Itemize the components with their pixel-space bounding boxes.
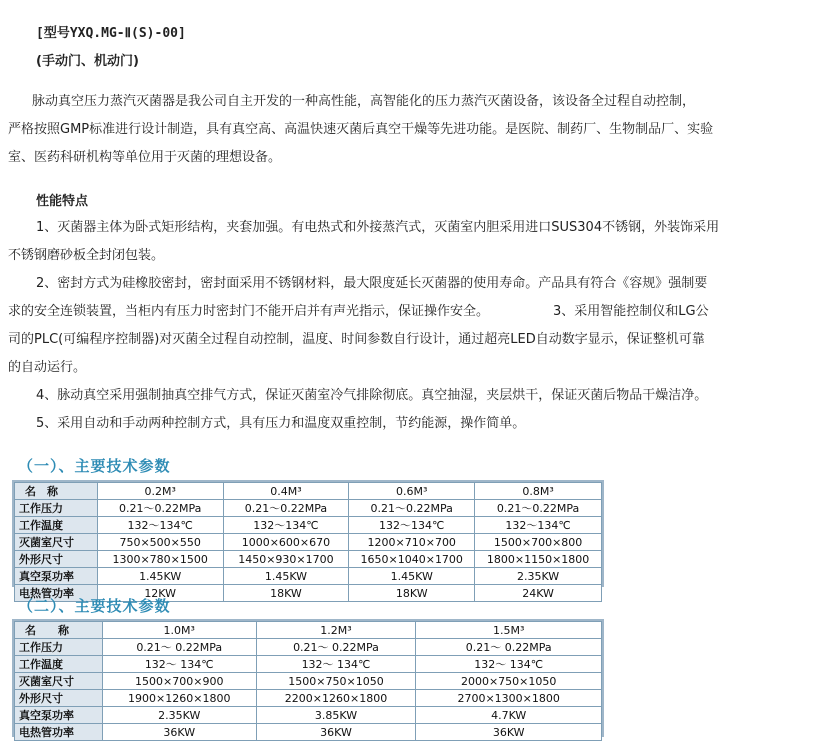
table2-col-header: 1.5M³: [416, 622, 602, 639]
table1-header-row: [15, 483, 602, 500]
features-list: [8, 214, 808, 438]
spec-table-1: [14, 482, 602, 602]
table2-header-row: [15, 622, 602, 639]
table-cell: 1.45KW: [223, 568, 349, 585]
row-label: 真空泵功率: [15, 568, 98, 585]
table-cell: 0.21～ 0.22MPa: [256, 639, 416, 656]
table-cell: 36KW: [256, 724, 416, 741]
table2-col-header: 1.2M³: [256, 622, 416, 639]
table-cell: 3.85KW: [256, 707, 416, 724]
table-row: [15, 656, 602, 673]
row-label: 灭菌室尺寸: [15, 673, 103, 690]
table2-name-label: 名 称: [15, 622, 103, 639]
table-row: [15, 568, 602, 585]
intro-line-2: 严格按照GMP标准进行设计制造，具有真空高、高温快速灭菌后真空干燥等先进功能。是医院、制药厂、生物制品厂、实验: [8, 122, 714, 137]
spec-table-2: [14, 621, 602, 741]
intro-text-1: 脉动真空压力蒸汽灭菌器是我公司自主开发的一种高性能，高智能化的压力蒸汽灭菌设备，该设备全过程自动控制，: [32, 94, 696, 109]
table-cell: 132～ 134℃: [256, 656, 416, 673]
feature-4: 4、脉动真空采用强制抽真空排气方式，保证灭菌室冷气排除彻底。真空抽湿，夹层烘干，保证灭菌后物品干燥洁净。: [36, 388, 708, 403]
feature-3c: 的自动运行。: [8, 360, 87, 375]
model-number: [型号YXQ.MG-Ⅱ(S)-00]: [36, 26, 186, 41]
table-cell: 132～134℃: [97, 517, 223, 534]
table-cell: 1650×1040×1700: [349, 551, 475, 568]
table-row: [15, 690, 602, 707]
feature-3a: 3、采用智能控制仪和LG公: [553, 304, 709, 319]
table-cell: 12KW: [97, 585, 223, 602]
table-row: [15, 551, 602, 568]
table-cell: 132～ 134℃: [102, 656, 256, 673]
table-cell: 0.21～0.22MPa: [475, 500, 602, 517]
table2-col-header: 1.0M³: [102, 622, 256, 639]
table-cell: 132～ 134℃: [416, 656, 602, 673]
table1-name-label: 名 称: [15, 483, 98, 500]
table-cell: 1500×700×900: [102, 673, 256, 690]
table-row: [15, 517, 602, 534]
door-type: (手动门、机动门): [36, 54, 139, 69]
row-label: 工作压力: [15, 500, 98, 517]
table-cell: 1500×700×800: [475, 534, 602, 551]
table1-col-header: 0.2M³: [97, 483, 223, 500]
table-cell: 1.45KW: [97, 568, 223, 585]
row-label: 电热管功率: [15, 724, 103, 741]
table-cell: 36KW: [416, 724, 602, 741]
table-cell: 1.45KW: [349, 568, 475, 585]
feature-5: 5、采用自动和手动两种控制方式，具有压力和温度双重控制，节约能源，操作简单。: [36, 416, 526, 431]
table-row: [15, 673, 602, 690]
table-cell: 1300×780×1500: [97, 551, 223, 568]
row-label: 真空泵功率: [15, 707, 103, 724]
table-cell: 2.35KW: [475, 568, 602, 585]
table-row: [15, 534, 602, 551]
row-label: 灭菌室尺寸: [15, 534, 98, 551]
table-cell: 750×500×550: [97, 534, 223, 551]
table1-title: （一）、主要技术参数: [18, 457, 171, 475]
row-label: 外形尺寸: [15, 551, 98, 568]
feature-3b: 司的PLC(可编程序控制器)对灭菌全过程自动控制，温度、时间参数自行设计，通过超亮LED自动数字显示，保证整机可靠: [8, 332, 705, 347]
table-row: [15, 500, 602, 517]
table-cell: 1900×1260×1800: [102, 690, 256, 707]
table-row: [15, 724, 602, 741]
intro-line-3: 室、医药科研机构等单位用于灭菌的理想设备。: [8, 150, 282, 165]
table-cell: 2700×1300×1800: [416, 690, 602, 707]
table-cell: 24KW: [475, 585, 602, 602]
features-heading: 性能特点: [36, 194, 89, 209]
table-row: [15, 707, 602, 724]
table-cell: 0.21～0.22MPa: [223, 500, 349, 517]
feature-2b-line: [8, 298, 808, 326]
table1-col-header: 0.6M³: [349, 483, 475, 500]
table1-col-header: 0.8M³: [475, 483, 602, 500]
table-row: [15, 639, 602, 656]
table-cell: 2000×750×1050: [416, 673, 602, 690]
table-cell: 132～134℃: [349, 517, 475, 534]
row-label: 工作温度: [15, 656, 103, 673]
feature-2a: 2、密封方式为硅橡胶密封，密封面采用不锈钢材料，最大限度延长灭菌器的使用寿命。产品具有符合《容规》强制要: [36, 276, 708, 291]
table-cell: 0.21～ 0.22MPa: [102, 639, 256, 656]
feature-1a: 1、灭菌器主体为卧式矩形结构，夹套加强。有电热式和外接蒸汽式，灭菌室内胆采用进口SUS304不锈钢，外装饰采用: [36, 220, 720, 235]
table-cell: 1000×600×670: [223, 534, 349, 551]
table-cell: 36KW: [102, 724, 256, 741]
table-cell: 2200×1260×1800: [256, 690, 416, 707]
feature-2b: 求的安全连锁装置，当柜内有压力时密封门不能开启并有声光指示，保证操作安全。: [8, 304, 490, 319]
intro-line-1: [8, 88, 808, 116]
row-label: 电热管功率: [15, 585, 98, 602]
table-cell: 0.21～ 0.22MPa: [416, 639, 602, 656]
table-cell: 0.21～0.22MPa: [97, 500, 223, 517]
table-cell: 1800×1150×1800: [475, 551, 602, 568]
table-cell: 4.7KW: [416, 707, 602, 724]
table-cell: 1450×930×1700: [223, 551, 349, 568]
feature-1b: 不锈钢磨砂板全封闭包装。: [8, 248, 165, 263]
row-label: 工作温度: [15, 517, 98, 534]
row-label: 外形尺寸: [15, 690, 103, 707]
table-cell: 1500×750×1050: [256, 673, 416, 690]
row-label: 工作压力: [15, 639, 103, 656]
table2-title: （二）、主要技术参数: [18, 597, 171, 615]
table-cell: 1200×710×700: [349, 534, 475, 551]
table-cell: 0.21～0.22MPa: [349, 500, 475, 517]
table-cell: 18KW: [349, 585, 475, 602]
intro-paragraph: [8, 88, 808, 172]
table-cell: 132～134℃: [223, 517, 349, 534]
table-cell: 2.35KW: [102, 707, 256, 724]
table-cell: 18KW: [223, 585, 349, 602]
table1-col-header: 0.4M³: [223, 483, 349, 500]
table-cell: 132～134℃: [475, 517, 602, 534]
